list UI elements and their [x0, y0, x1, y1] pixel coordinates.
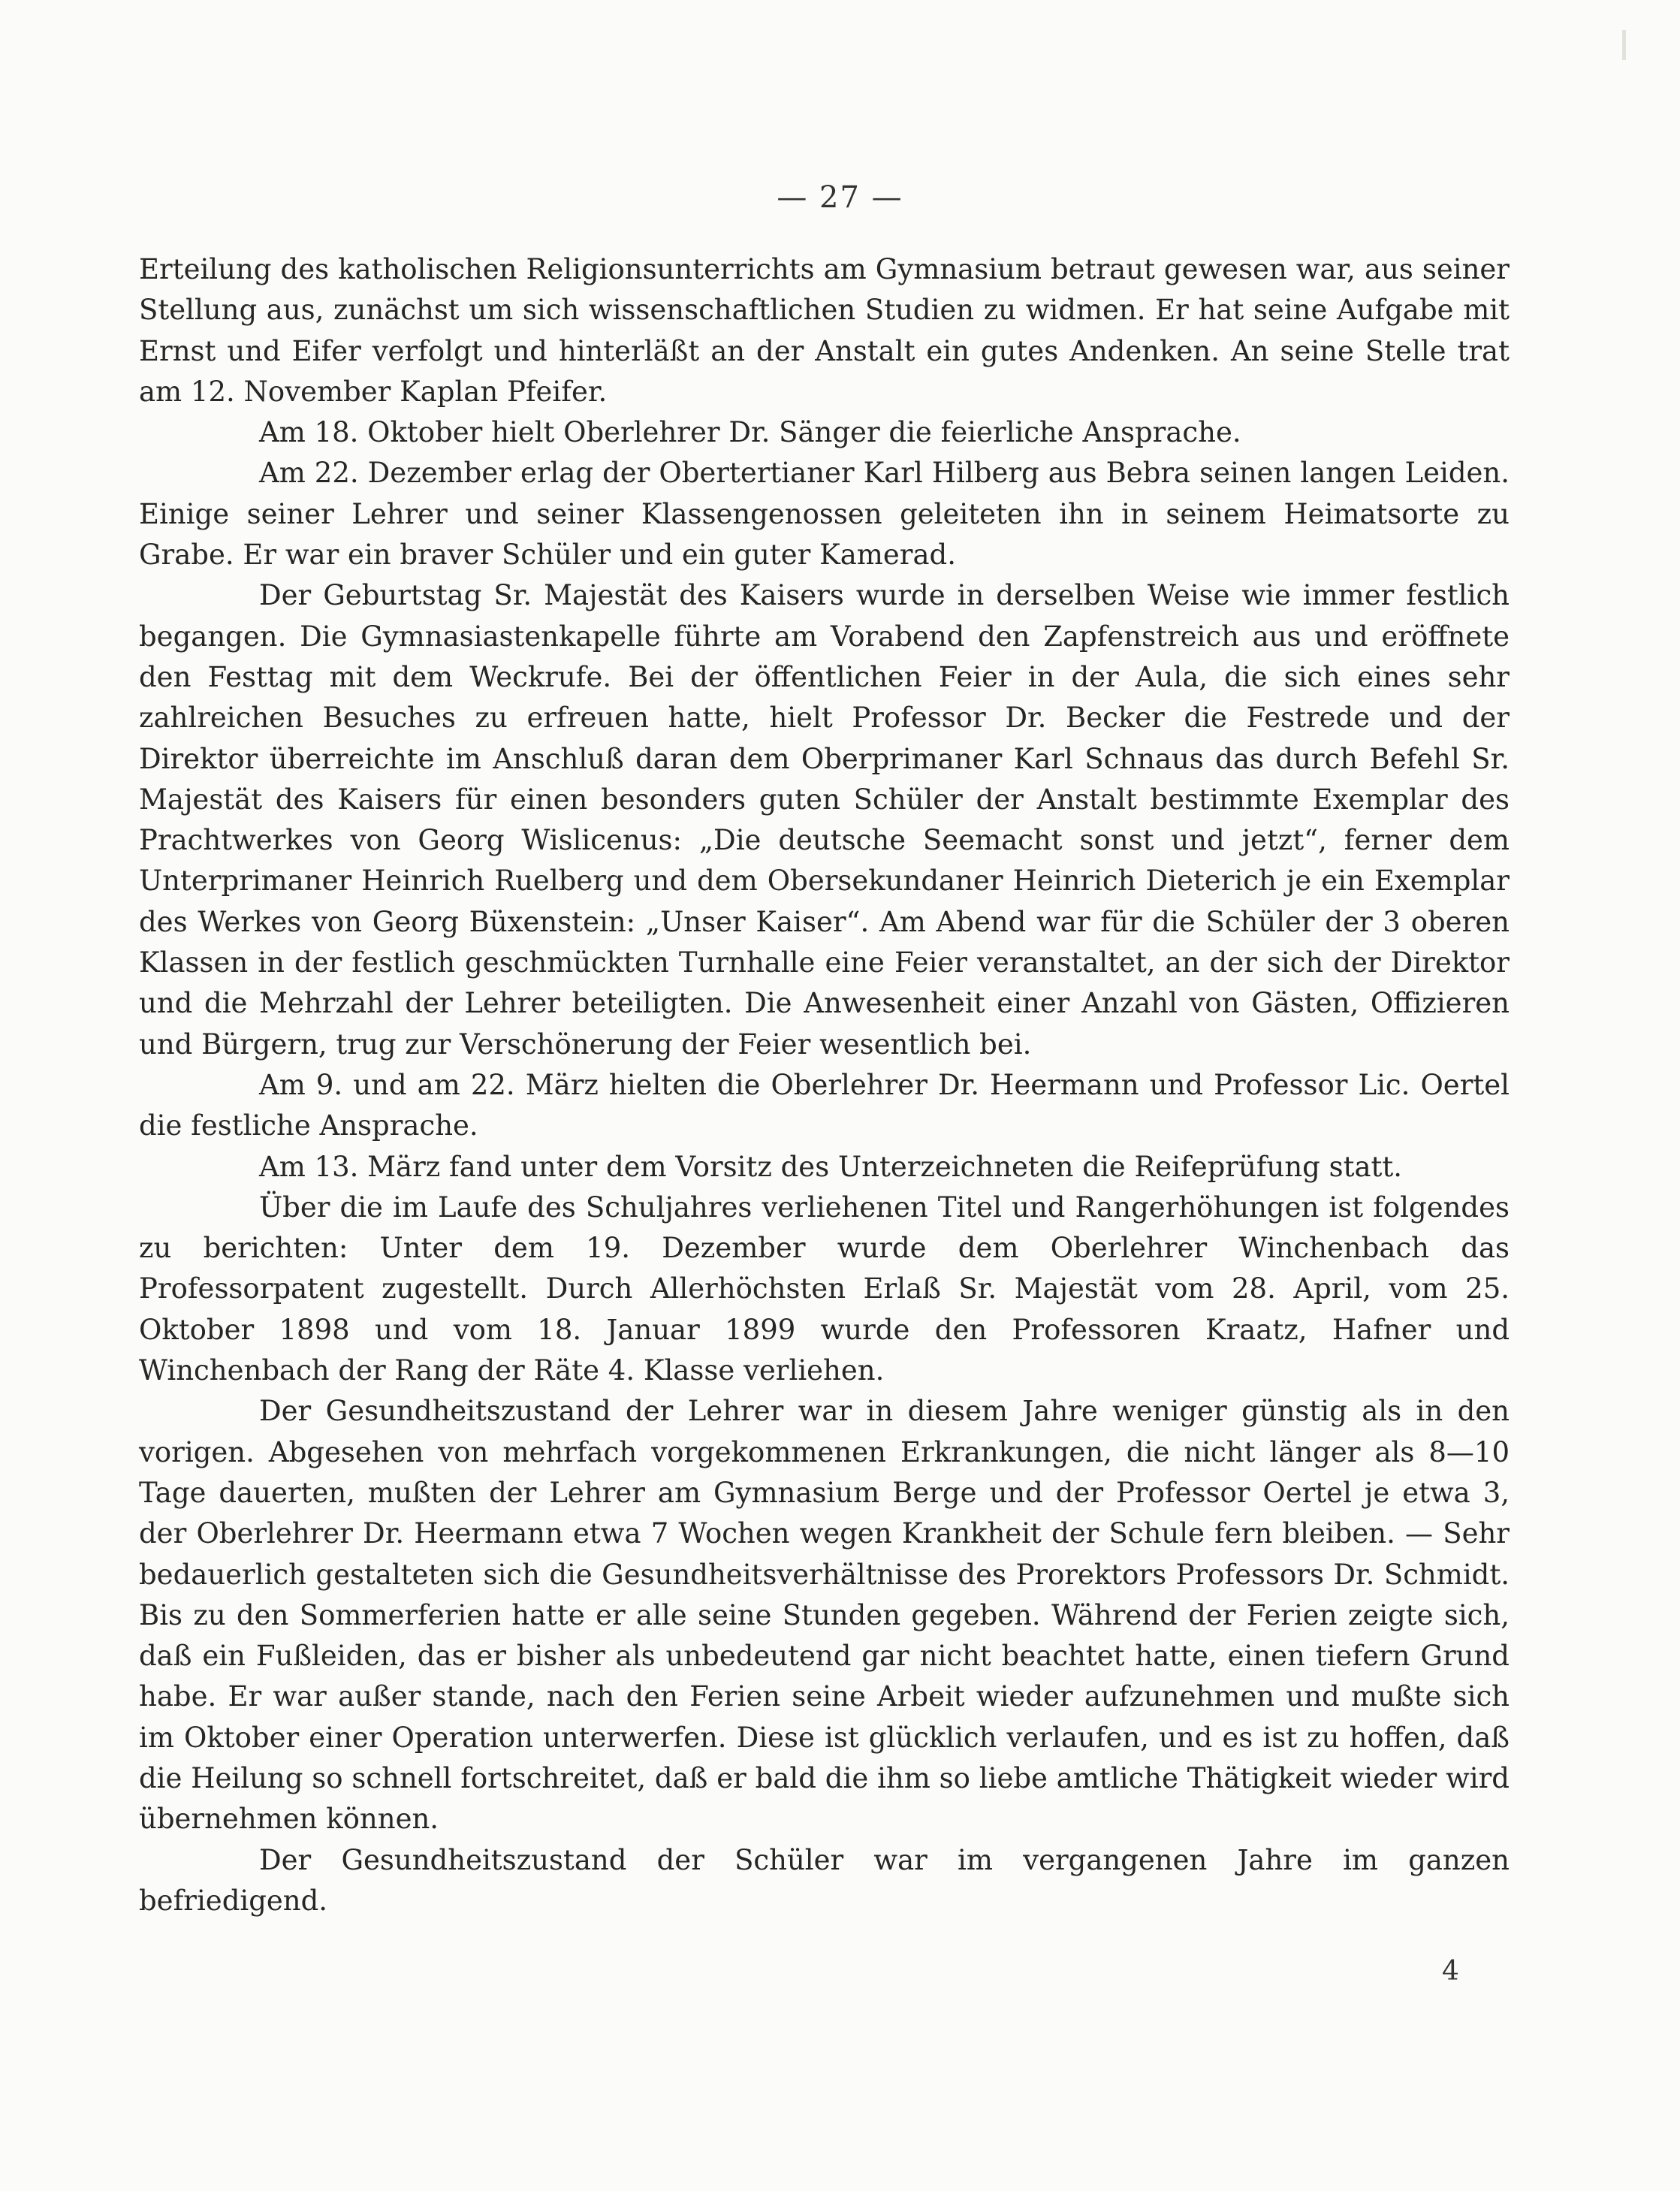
- body-text: [139, 249, 1510, 1921]
- signature-mark: 4: [1442, 1956, 1459, 1987]
- paragraph-7: Über die im Laufe des Schuljahres verliehenen Titel und Rangerhöhungen ist folgendes zu berichten: Unter dem 19. Dezember wurde dem Oberlehrer Winchenbach das Professorpatent zugestellt. Durch Allerhöchsten Erlaß Sr. Majestät vom 28. April, vom 25. Oktober 1898 und vom 18. Januar 1899 wurde den Professoren Kraatz, Hafner und Winchenbach der Rang der Räte 4. Klasse verliehen.: [139, 1191, 1510, 1387]
- paragraph-5: Am 9. und am 22. März hielten die Oberlehrer Dr. Heermann und Professor Lic. Oertel die festliche Ansprache.: [139, 1068, 1510, 1142]
- scan-artifact: [1622, 30, 1626, 60]
- paragraph-2: Am 18. Oktober hielt Oberlehrer Dr. Sänger die feierliche Ansprache.: [259, 416, 1241, 449]
- page-number: — 27 —: [777, 180, 903, 215]
- paragraph-9: Der Gesundheitszustand der Schüler war im vergangenen Jahre im ganzen befriedigend.: [139, 1843, 1510, 1917]
- paragraph-1: Erteilung des katholischen Religionsunterrichts am Gymnasium betraut gewesen war, aus seiner Stellung aus, zunächst um sich wissenschaftlichen Studien zu widmen. Er hat seine Aufgabe mit Ernst und Eifer verfolgt und hinterläßt an der Anstalt ein gutes Andenken. An seine Stelle trat am 12. November Kaplan Pfeifer.: [139, 253, 1510, 408]
- paragraph-4: Der Geburtstag Sr. Majestät des Kaisers wurde in derselben Weise wie immer festlich begangen. Die Gymnasiastenkapelle führte am Vorabend den Zapfenstreich aus und eröffnete den Festtag mit dem Weckrufe. Bei der öffentlichen Feier in der Aula, die sich eines sehr zahlreichen Besuches zu erfreuen hatte, hielt Professor Dr. Becker die Festrede und der Direktor überreichte im Anschluß daran dem Oberprimaner Karl Schnaus das durch Befehl Sr. Majestät des Kaisers für einen besonders guten Schüler der Anstalt bestimmte Exemplar des Prachtwerkes von Georg Wislicenus: „Die deutsche Seemacht sonst und jetzt“, ferner dem Unterprimaner Heinrich Ruelberg und dem Obersekundaner Heinrich Dieterich je ein Exemplar des Werkes von Georg Büxenstein: „Unser Kaiser“. Am Abend war für die Schüler der 3 oberen Klassen in der festlich geschmückten Turnhalle eine Feier veranstaltet, an der sich der Direktor und die Mehrzahl der Lehrer beteiligten. Die Anwesenheit einer Anzahl von Gästen, Offizieren und Bürgern, trug zur Verschönerung der Feier wesentlich bei.: [139, 579, 1510, 1061]
- paragraph-3: Am 22. Dezember erlag der Obertertianer Karl Hilberg aus Bebra seinen langen Leiden. Einige seiner Lehrer und seiner Klassengenossen geleiteten ihn in seinem Heimatsorte zu Grabe. Er war ein braver Schüler und ein guter Kamerad.: [139, 457, 1510, 572]
- paragraph-6: Am 13. März fand unter dem Vorsitz des Unterzeichneten die Reifeprüfung statt.: [259, 1150, 1403, 1183]
- paragraph-8: Der Gesundheitszustand der Lehrer war in diesem Jahre weniger günstig als in den vorigen. Abgesehen von mehrfach vorgekommenen Erkrankungen, die nicht länger als 8—10 Tage dauerten, mußten der Lehrer am Gymnasium Berge und der Professor Oertel je etwa 3, der Oberlehrer Dr. Heermann etwa 7 Wochen wegen Krankheit der Schule fern bleiben. — Sehr bedauerlich gestalteten sich die Gesundheitsverhältnisse des Prorektors Professors Dr. Schmidt. Bis zu den Sommerferien hatte er alle seine Stunden gegeben. Während der Ferien zeigte sich, daß ein Fußleiden, das er bisher als unbedeutend gar nicht beachtet hatte, einen tiefern Grund habe. Er war außer stande, nach den Ferien seine Arbeit wieder aufzunehmen und mußte sich im Oktober einer Operation unterwerfen. Diese ist glücklich verlaufen, und es ist zu hoffen, daß die Heilung so schnell fortschreitet, daß er bald die ihm so liebe amtliche Thätigkeit wieder wird übernehmen können.: [139, 1395, 1510, 1836]
